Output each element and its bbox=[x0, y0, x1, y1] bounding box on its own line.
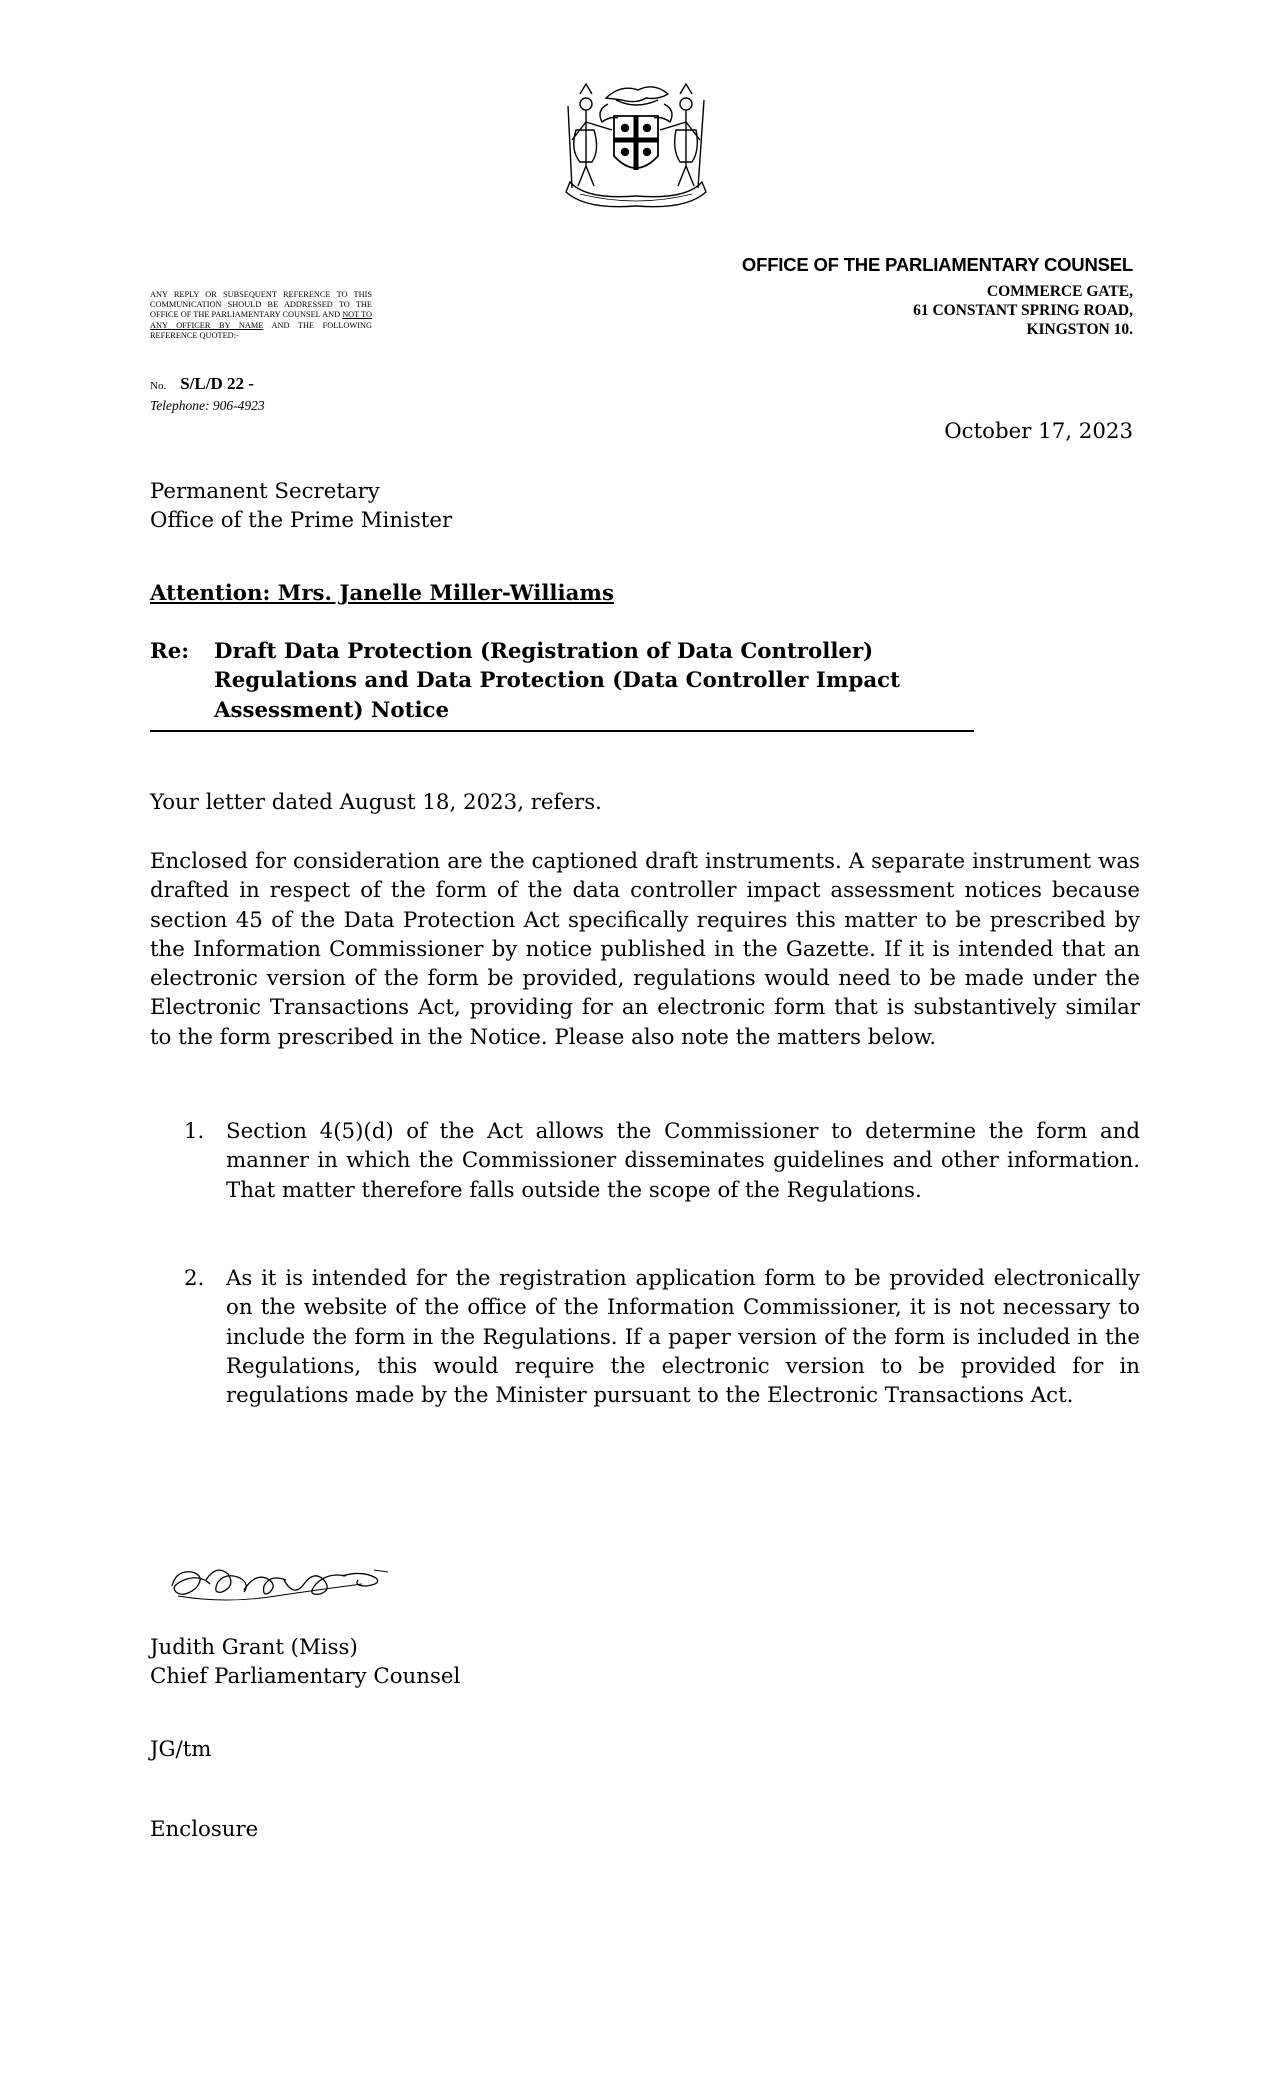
address-line-2: 61 CONSTANT SPRING ROAD, bbox=[913, 302, 1133, 319]
list-item-text: Section 4(5)(d) of the Act allows the Commissioner to determine the form and manner in which the Commissioner disseminates guidelines and other information. That matter therefore falls outside the scope of the Regulations. bbox=[226, 1119, 1140, 1203]
reference-initials: JG/tm bbox=[150, 1737, 212, 1762]
paragraph-reference: Your letter dated August 18, 2023, refers. bbox=[150, 790, 602, 815]
enclosure-note: Enclosure bbox=[150, 1817, 259, 1842]
office-name: OFFICE OF THE PARLIAMENTARY COUNSEL bbox=[741, 254, 1133, 275]
notice-tail: AND THE FOLLOWING REFERENCE QUOTED:- bbox=[150, 320, 372, 340]
address-line-1: COMMERCE GATE, bbox=[986, 283, 1133, 300]
reference-label: No. bbox=[150, 380, 167, 392]
notice-line-4: PARLIAMENTARY COUNSEL AND bbox=[211, 310, 341, 320]
list-item-number: 1. bbox=[184, 1119, 205, 1144]
notice-line-3: ADDRESSED TO THE OFFICE OF THE bbox=[150, 300, 372, 320]
subject-block bbox=[150, 637, 970, 725]
signer-title: Chief Parliamentary Counsel bbox=[150, 1664, 461, 1690]
notice-line-1: ANY REPLY OR SUBSEQUENT REFERENCE bbox=[150, 290, 331, 299]
list-item-number: 2. bbox=[184, 1266, 205, 1291]
list-item-text: As it is intended for the registration application form to be provided electronically on the website of the office of the Information Commissioner, it is not necessary to include the form in the Regulations. If a paper version of the form is included in the Regulations, this would require the electronic version to be provided for in regulations made by the Minister pursuant to the Electronic Transactions Act. bbox=[226, 1266, 1140, 1409]
office-address-block bbox=[742, 254, 1133, 339]
subject-text: Draft Data Protection (Registration of Data Controller) Regulations and Data Protection (Data Controller Impact Assessment) Notice bbox=[214, 639, 900, 723]
attention-line: Attention: Mrs. Janelle Miller-Williams bbox=[150, 581, 614, 606]
letter-date: October 17, 2023 bbox=[944, 419, 1133, 444]
signer-block bbox=[150, 1633, 460, 1692]
addressee-line-2: Office of the Prime Minister bbox=[150, 508, 453, 534]
coat-of-arms-icon bbox=[546, 70, 726, 210]
address-line-3: KINGSTON 10. bbox=[1026, 321, 1133, 338]
reference-value: S/L/D 22 - bbox=[180, 374, 254, 393]
telephone-number: Telephone: 906-4923 bbox=[150, 398, 265, 413]
addressee-line-1: Permanent Secretary bbox=[150, 479, 380, 504]
handwritten-signature-icon bbox=[166, 1550, 396, 1620]
list-item bbox=[150, 1117, 1140, 1205]
list-item bbox=[150, 1264, 1140, 1410]
addressee-block bbox=[150, 477, 452, 536]
notice-line-2: TO THIS COMMUNICATION SHOULD BE bbox=[150, 290, 372, 310]
subject-divider bbox=[150, 730, 974, 732]
subject-label: Re: bbox=[150, 639, 190, 664]
paragraph-enclosed: Enclosed for consideration are the captioned draft instruments. A separate instrument was drafted in respect of the form of the data controller impact assessment notices because section 45 of the Data Protection Act specifically requires this matter to be prescribed by the Information Commissioner by notice published in the Gazette. If it is intended that an electronic version of the form be provided, regulations would need to be made under the Electronic Transactions Act, providing for an electronic form that is substantively similar to the form prescribed in the Notice. Please also note the matters below. bbox=[150, 849, 1140, 1050]
reference-number bbox=[150, 374, 254, 394]
notice-underlined-text: NOT TO ANY OFFICER BY NAME bbox=[150, 310, 372, 330]
signer-name: Judith Grant (Miss) bbox=[150, 1635, 358, 1660]
reply-reference-notice bbox=[150, 290, 372, 341]
